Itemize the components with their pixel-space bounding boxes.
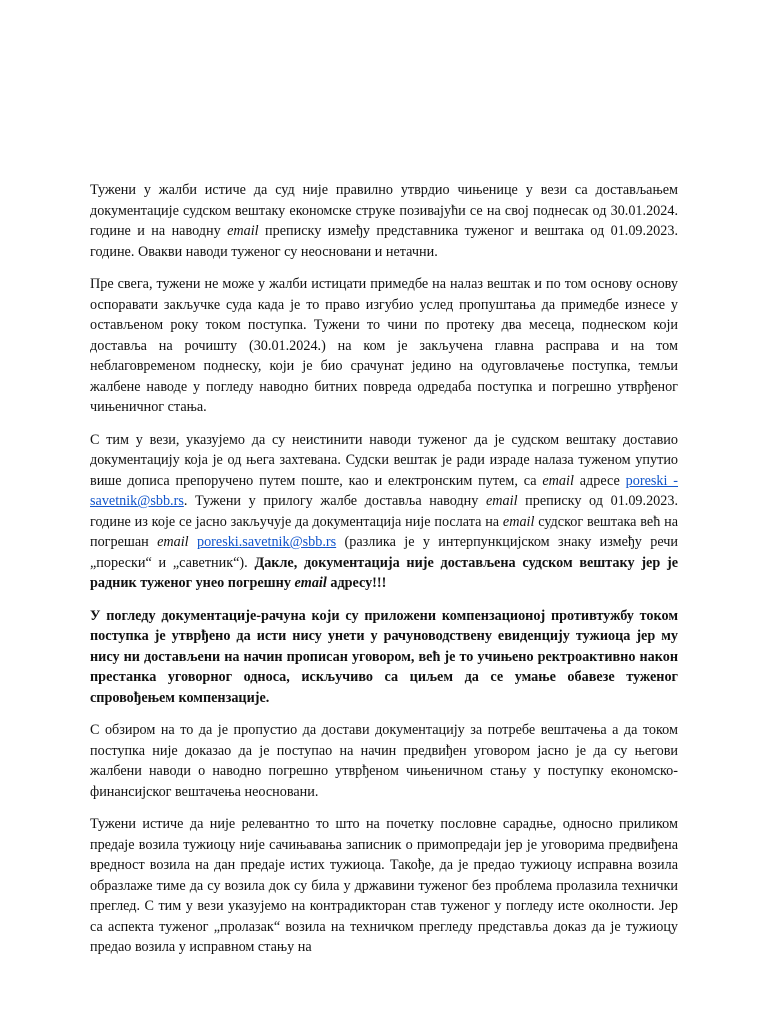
paragraph-6: Тужени истиче да није релевантно то што на почетку пословне сарадње, односно приликом предаје возила тужиоцу није сачињавања записник о примопредаји јер је уговорима предвиђена вредност возила на дан предаје истих тужиоца. Такође, да је предао тужиоцу исправна возила образлаже тиме да су возила док су била у државини туженог без проблема пролазила технички преглед. С тим у вези указујемо на контрадикторан став туженог у погледу исте околности. Јер са аспекта туженог „пролазак“ возила на техничком прегледу представља доказ да је тужиоцу предао возила у исправном стању на	[90, 816, 678, 955]
paragraph-4-bold	[90, 606, 678, 709]
p3-bold-text-1: Дакле, документација није достављена судском вештаку јер је радник туженог унео погрешну	[90, 554, 678, 591]
p3-text-b: адресе	[573, 472, 626, 489]
p3-text-g: (разлика је у интерпункцијском знаку између речи „порески“ и „саветник“).	[90, 534, 679, 571]
p3-text-d: преписку од 01.09.2023. године из које се јасно закључује да документација није послата на	[90, 493, 678, 530]
p3-text-c: . Тужени у прилогу жалбе доставља наводну	[183, 493, 486, 509]
email-word-bold: email	[294, 575, 327, 591]
p3-text-f	[189, 534, 197, 550]
email-word: email	[157, 534, 189, 550]
p1-text-a: Тужени у жалби истиче да суд није правилно утврдио чињенице у вези са достављањем документације судском вештаку економске струке позивајући се на свој поднесак од 30.01.2024. године и на наводну	[90, 182, 678, 239]
p4-bold-text: У погледу документације-рачуна који су приложени компензационој противтужбу током поступка је утврђено да исти нису унети у рачуноводствену евиденцију тужиоца јер му нису ни достављени на начин прописан уговором, већ је то учињено ректроактивно након престанка уговорног односа, искључиво са циљем да се умање обавезе туженог спровођењем компензације.	[90, 607, 678, 706]
p3-text-a: С тим у вези, указујемо да су неистинити наводи туженог да је судском вештаку доставио документацију која је од њега захтевана. Судски вештак је ради израде налаза туженом упутио више дописа препоручено путем поште, као и електронским путем, са	[90, 431, 678, 489]
p3-text-e: судског вештака већ на погрешан	[90, 513, 678, 550]
email-link-savetnik-dot[interactable]: poreski.savetnik@sbb.rs	[196, 534, 337, 550]
document-page	[90, 180, 678, 970]
email-word: email	[485, 493, 518, 509]
p1-text-b: преписку између представника туженог и вештака од 01.09.2023. године. Овакви наводи туженог су неосновани и нетачни.	[90, 223, 678, 260]
email-word: email	[542, 472, 574, 489]
paragraph-1	[90, 180, 678, 262]
paragraph-5: С обзиром на то да је пропустио да достави документацију за потребе вештачења а да током поступка није доказао да је поступао на начин предвиђен уговором јасно је да су његови жалбени наводи о наводно погрешно утврђеном чињеничном стању у поступку економско-финансијског вештачења неосновани.	[90, 722, 678, 800]
p3-bold-text-2: адресу!!!	[326, 575, 387, 591]
paragraph-3	[90, 430, 678, 594]
email-link-savetnik-dash[interactable]: poreski - savetnik@sbb.rs	[90, 472, 679, 509]
email-word: email	[227, 223, 259, 239]
paragraph-2: Пре свега, тужени не може у жалби истицати примедбе на налаз вештак и по том основу основу оспоравати закључке суда када је то право изгубио услед пропуштања да примедбе изнесе у остављеном року током поступка. Тужени то чини по протеку два месеца, поднеском који доставља на рочишту (30.01.2024.) на ком је закључена главна расправа и на том неблаговременом поднеску, који је био срачунат једино на одуговлачење поступка, темљи жалбене наводе у погледу наводно битних повреда одредаба поступка и погрешно утврђеног чињеничног стања.	[90, 276, 678, 415]
email-word: email	[502, 513, 535, 530]
